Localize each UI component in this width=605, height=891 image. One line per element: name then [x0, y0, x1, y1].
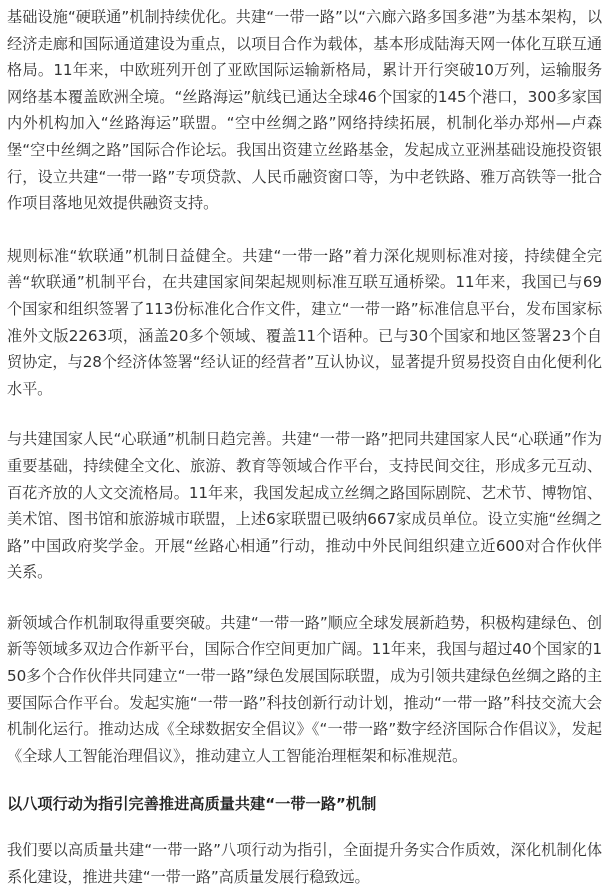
- paragraph-soft-connectivity: 规则标准“软联通”机制日益健全。共建“一带一路”着力深化规则标准对接，持续健全完善“软联通”机制平台，在共建国家间架起规则标准互联互通桥梁。11年来，我国已与69个国家和组织签署了113份标准化合作文件，建立“一带一路”标准信息平台，发布国家标准外文版2263项，涵盖20多个领域、覆盖11个语种。已与30个国家和地区签署23个自贸协定，与28个经济体签署“经认证的经营者”互认协议，显著提升贸易投资自由化便利化水平。: [7, 246, 602, 398]
- paragraph-new-fields: 新领域合作机制取得重要突破。共建“一带一路”顺应全球发展新趋势，积极构建绿色、创新等领域多双边合作新平台，国际合作空间更加广阔。11年来，我国与超过40个国家的150多个合作伙伴共同建立“一带一路”绿色发展国际联盟，成为引领共建绿色丝绸之路的主要国际合作平台。发起实施“一带一路”科技创新行动计划，推动“一带一路”科技交流大会机制化运行。推动达成《全球数据安全倡议》《“一带一路”数字经济国际合作倡议》，发起《全球人工智能治理倡议》，推动建立人工智能治理框架和标准规范。: [7, 613, 602, 765]
- section-heading: 以八项行动为指引完善推进高质量共建“一带一路”机制: [7, 795, 377, 814]
- paragraph-closing: 我们要以高质量共建“一带一路”八项行动为指引，全面提升务实合作质效，深化机制化体系化建设，推进共建“一带一路”高质量发展行稳致远。: [7, 841, 602, 887]
- paragraph-hard-connectivity: 基础设施“硬联通”机制持续优化。共建“一带一路”以“六廊六路多国多港”为基本架构，以经济走廊和国际通道建设为重点，以项目合作为载体，基本形成陆海天网一体化互联互通格局。11年来，中欧班列开创了亚欧国际运输新格局，累计开行突破10万列，运输服务网络基本覆盖欧洲全境。“丝路海运”航线已通达全球46个国家的145个港口，300多家国内外机构加入“丝路海运”联盟。“空中丝绸之路”网络持续拓展，机制化举办郑州—卢森堡“空中丝绸之路”国际合作论坛。我国出资建立丝路基金，发起成立亚洲基础设施投资银行，设立共建“一带一路”专项贷款、人民币融资窗口等，为中老铁路、雅万高铁等一批合作项目落地见效提供融资支持。: [7, 8, 602, 213]
- paragraph-people-connectivity: 与共建国家人民“心联通”机制日趋完善。共建“一带一路”把同共建国家人民“心联通”作为重要基础，持续健全文化、旅游、教育等领域合作平台，支持民间交往，形成多元互动、百花齐放的人文交流格局。11年来，我国发起成立丝绸之路国际剧院、艺术节、博物馆、美术馆、图书馆和旅游城市联盟，上述6家联盟已吸纳667家成员单位。设立实施“丝绸之路”中国政府奖学金。开展“丝路心相通”行动，推动中外民间组织建立近600对合作伙伴关系。: [7, 430, 602, 582]
